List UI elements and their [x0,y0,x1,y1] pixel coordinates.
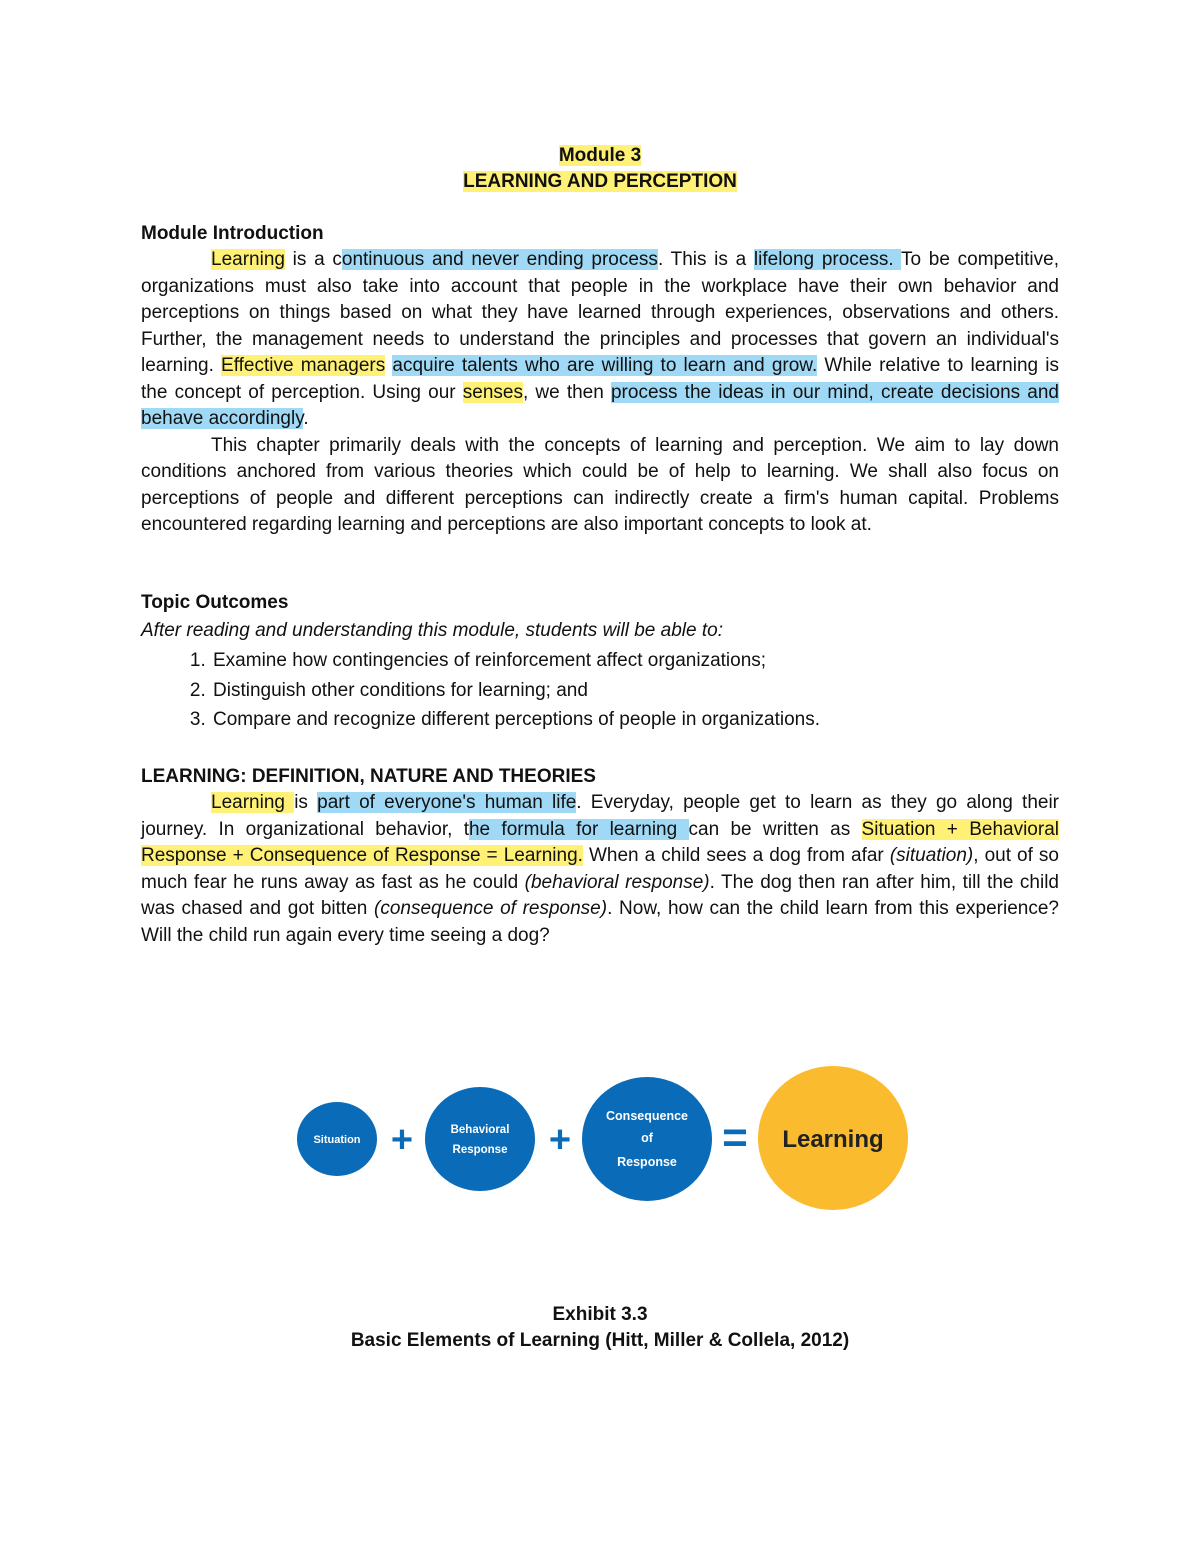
consequence-label-line-1: Consequence [606,1109,688,1123]
intro-p1-run-10: senses [462,381,523,403]
learning-p1-run-0: Learning [211,792,295,813]
learning-p1-run-7: When a child sees a dog from afar [582,845,890,866]
learning-p1-run-2: part of everyone's human life [317,792,577,813]
intro-p1-run-6: Effective managers [221,355,386,376]
plus-sign-2: + [548,1119,572,1161]
outcome-item-1: 1. Examine how contingencies of reinforcement affect organizations; [211,646,1059,676]
intro-p1-run-0: Learning [211,249,285,270]
intro-p1-run-3: . This is a [657,249,754,270]
intro-p1-run-1: is a c [284,249,342,270]
behavioral-label-line-2: Response [452,1144,508,1156]
learning-formula-diagram [290,1060,920,1220]
learning-definition-section [141,764,1059,949]
intro-paragraph-2: This chapter primarily deals with the concepts of learning and perception. We aim to lay down conditions anchored from various theories which could be of help to learning. We shall also focus on perceptions of people and different perceptions can indirectly create a firm's human capital. Problems encountered regarding learning and perceptions are also important concepts to look at. [141,434,1059,535]
exhibit-title: Basic Elements of Learning (Hitt, Miller & Collela, 2012) [350,1330,850,1351]
learning-p1-run-4: he formula for learning [468,818,689,840]
consequence-label-line-2: of [641,1131,653,1145]
outcome-item-3: 3. Compare and recognize different perceptions of people in organizations. [211,705,1059,735]
topic-outcomes-heading: Topic Outcomes [141,592,289,613]
outcomes-lead: After reading and understanding this module, students will be able to: [141,620,723,641]
intro-p1-run-2: ontinuous and never ending process [341,249,658,270]
exhibit-number: Exhibit 3.3 [552,1304,648,1325]
learning-label: Learning [782,1126,884,1153]
module-introduction-heading: Module Introduction [141,223,324,244]
title-block [141,143,1059,195]
outcomes-list [141,646,1059,735]
intro-p1-run-12: process the ideas in our mind, create decisions and behave accordingly [141,381,1059,429]
situation-label: Situation [313,1134,361,1146]
behavioral-label-line-1: Behavioral [450,1124,510,1136]
exhibit-caption [0,1302,1200,1354]
plus-sign-1: + [390,1119,414,1161]
learning-p1-run-8: (situation) [889,845,974,866]
consequence-label-line-3: Response [617,1155,677,1169]
learning-p1-run-9: , out of so much fear he runs away as fast as he could [141,845,1059,893]
intro-paragraph-1 [141,247,1059,433]
intro-p1-run-9: While relative to learning is the concept of perception. Using our [141,355,1059,403]
module-number: Module 3 [558,145,642,166]
learning-paragraph-1 [141,790,1059,949]
learning-p1-run-5: can be written as [688,818,862,840]
intro-p1-run-5: To be competitive, organizations must also take into account that people in the workplace have their own behavior and perceptions on things based on what they have learned through experiences, observations and others. Further, the management needs to understand the principles and processes that govern an individual's learning. [141,249,1059,376]
topic-outcomes-section [141,590,1059,735]
intro-p1-run-13: . [303,408,309,429]
intro-p1-run-8: acquire talents who are willing to learn and grow. [392,355,818,376]
learning-p1-run-10: (behavioral response) [524,871,710,893]
equals-sign: = [722,1113,748,1162]
module-introduction-section [141,221,1059,539]
outcome-item-2: 2. Distinguish other conditions for learning; and [211,676,1059,706]
intro-p1-run-11: , we then [522,381,611,403]
learning-p1-run-6: Situation + Behavioral Response + Consequence of Response = Learning. [141,818,1059,866]
learning-p1-run-3: . Everyday, people get to learn as they go along their journey. In organizational behavior, t [141,792,1060,840]
intro-p1-run-4: lifelong process. [753,249,901,270]
module-title: LEARNING AND PERCEPTION [463,171,737,192]
learning-p1-run-11: . The dog then ran after him, till the child was chased and got bitten [141,871,1060,919]
behavioral-response-circle [425,1087,535,1191]
learning-p1-run-12: (consequence of response) [374,898,608,919]
learning-definition-heading: LEARNING: DEFINITION, NATURE AND THEORIES [141,766,596,787]
learning-p1-run-1: is [294,792,318,813]
learning-p1-run-13: . Now, how can the child learn from this experience? Will the child run again every time seeing a dog? [141,898,1059,946]
